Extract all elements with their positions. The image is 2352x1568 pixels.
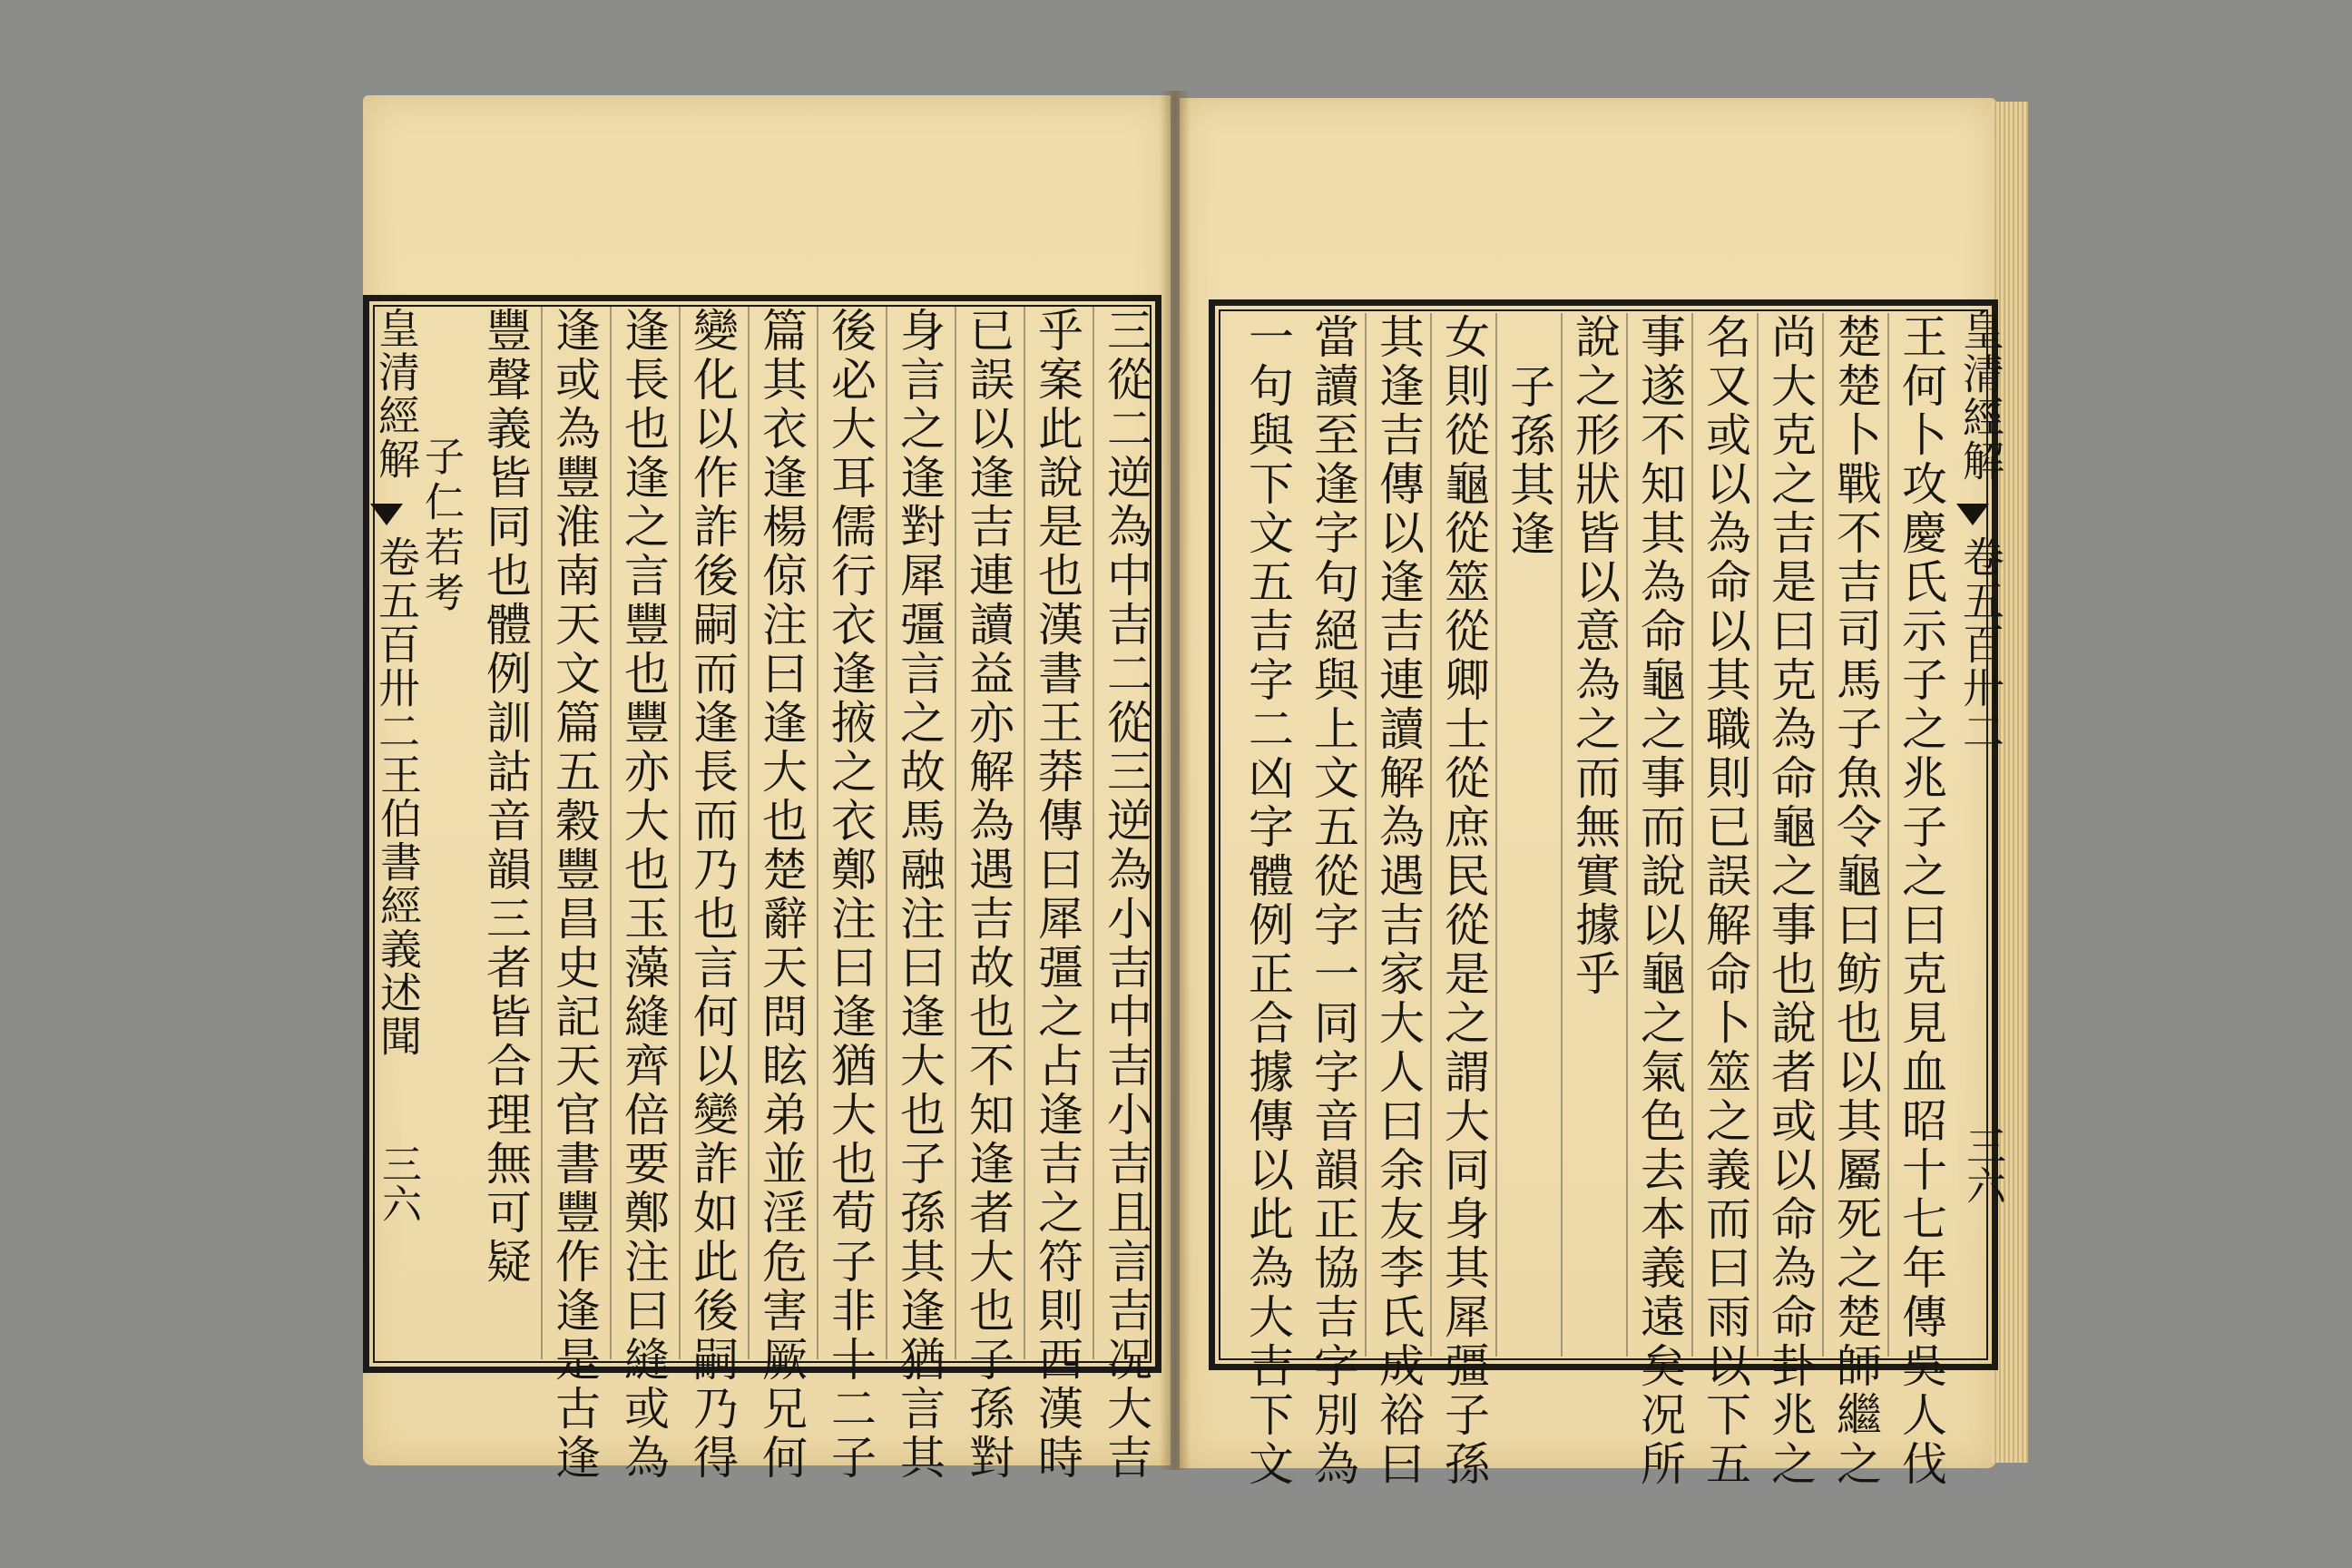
right-margin-title: 皇清經解 xyxy=(1956,309,2005,483)
left-margin-volume: 卷五百卅二 xyxy=(372,535,421,753)
right-divider-4 xyxy=(1691,313,1693,1357)
left-margin-subtitle: 王伯書經義述聞 xyxy=(374,753,423,1058)
left-column-6: 篇其衣逢楊倞注曰逢大也楚辭天問眩弟並淫危害厥兄何 xyxy=(755,307,808,1483)
left-divider-7 xyxy=(679,307,681,1359)
right-column-11: 一句與下文五吉字二凶字體例正合據傳以此為大吉下文 xyxy=(1241,313,1294,1489)
left-column-9: 逢或為豐淮南天文篇五穀豐昌史記天官書豐作逢是古逢 xyxy=(548,307,601,1483)
right-divider-7 xyxy=(1495,313,1497,1357)
book-gutter xyxy=(1160,91,1191,1470)
right-divider-6 xyxy=(1561,313,1563,1357)
left-column-3: 已誤以逢吉連讀益亦解為遇吉故也不知逢者大也子孫對 xyxy=(962,307,1014,1483)
right-fishtail-icon xyxy=(1956,504,1989,525)
left-divider-5 xyxy=(817,307,818,1359)
right-margin-volume: 卷五百卅二 xyxy=(1956,535,2005,753)
left-divider-6 xyxy=(748,307,750,1359)
left-column-10: 豐聲義皆同也體例訓詁音韻三者皆合理無可疑 xyxy=(479,307,532,1287)
right-column-9: 其逢吉傳以逢吉連讀解為遇吉家大人曰余友李氏成裕曰 xyxy=(1372,313,1425,1489)
left-column-1: 三從二逆為中吉二從三逆為小吉中吉小吉且言吉况大吉 xyxy=(1100,307,1152,1483)
right-column-4: 名又或以為命以其職則已誤解命卜筮之義而曰雨以下五 xyxy=(1699,313,1751,1489)
right-column-6: 說之形狀皆以意為之而無實據乎 xyxy=(1568,313,1621,999)
right-column-10: 當讀至逢字句絕與上文五從字一同字音韻正協吉字別為 xyxy=(1307,313,1359,1489)
left-divider-2 xyxy=(1024,307,1025,1359)
right-divider-3 xyxy=(1757,313,1759,1357)
left-column-4: 身言之逢對犀彊言之故馬融注曰逢大也子孫其逢猶言其 xyxy=(893,307,946,1483)
left-divider-8 xyxy=(610,307,612,1359)
right-column-7: 子孫其逢 xyxy=(1503,363,1555,559)
right-divider-8 xyxy=(1430,313,1432,1357)
right-column-3: 尚大克之吉是曰克為命龜之事也說者或以命為命卦兆之 xyxy=(1764,313,1817,1489)
left-divider-9 xyxy=(541,307,543,1359)
left-divider-3 xyxy=(955,307,956,1359)
left-fishtail-icon xyxy=(370,504,403,525)
left-author-credit: 子仁若考 xyxy=(417,436,464,617)
right-column-8: 女則從龜從筮從卿士從庶民從是之謂大同身其犀彊子孫 xyxy=(1437,313,1490,1489)
left-divider-1 xyxy=(1093,307,1094,1359)
left-column-2: 乎案此說是也漢書王莽傳曰犀彊之占逢吉之符則西漢時 xyxy=(1031,307,1083,1483)
right-column-5: 事遂不知其為命龜之事而說以龜之氣色去本義遠矣况所 xyxy=(1633,313,1686,1489)
left-column-8: 逢長也逢之言豐也豐亦大也玉藻縫齊倍要鄭注曰縫或為 xyxy=(617,307,670,1483)
left-margin-title: 皇清經解 xyxy=(372,307,421,481)
right-divider-9 xyxy=(1365,313,1367,1357)
right-divider-5 xyxy=(1626,313,1628,1357)
right-folio-number: 三六 xyxy=(1959,1125,2005,1205)
right-column-2: 楚楚卜戰不吉司馬子魚令龜曰鲂也以其屬死之楚師繼之 xyxy=(1829,313,1882,1489)
right-divider-2 xyxy=(1822,313,1824,1357)
right-divider-1 xyxy=(1887,313,1889,1357)
left-divider-4 xyxy=(886,307,887,1359)
left-folio-number: 三六 xyxy=(375,1143,421,1223)
left-column-7: 變化以作詐後嗣而逢長而乃也言何以變詐如此後嗣乃得 xyxy=(686,307,739,1483)
left-column-5: 後必大耳儒行衣逢掖之衣鄭注曰逢猶大也荀子非十二子 xyxy=(824,307,877,1483)
right-column-1: 王何卜攻慶氏示子之兆子之曰克見血昭十七年傳吳人伐 xyxy=(1895,313,1947,1489)
